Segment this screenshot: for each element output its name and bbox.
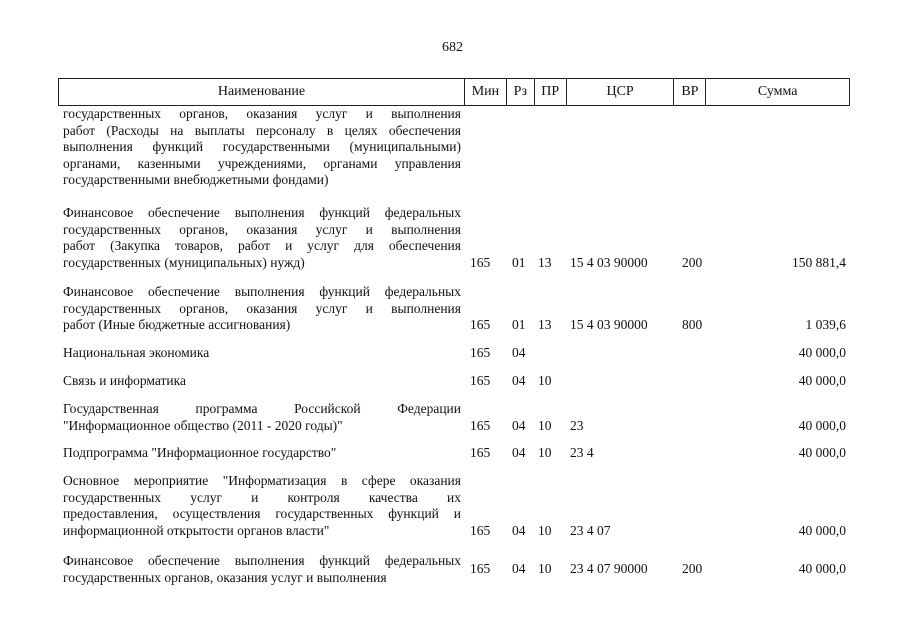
row-name-line: Подпрограмма "Информационное государство" [63,445,337,460]
cell-rz: 01 [512,317,526,332]
cell-sum: 150 881,4 [792,254,846,270]
cell-sum: 1 039,6 [805,317,846,332]
row-name-line: органами, казенными учреждениями, органами управления [63,155,461,171]
row-name-line: государственными внебюджетными фондами) [63,172,329,187]
header-pr: ПР [534,79,566,105]
cell-pr: 10 [538,417,552,433]
cell-rz: 04 [512,345,526,360]
row-name-line: Финансовое обеспечение выполнения функций федеральных [63,284,461,299]
row-name [63,106,461,189]
cell-pr: 13 [538,254,552,270]
cell-sum: 40 000,0 [798,417,846,433]
cell-rz: 04 [512,522,526,538]
cell-csr: 15 4 03 90000 [570,317,648,332]
table-header [58,78,850,106]
cell-pr: 10 [538,561,552,577]
cell-min: 165 [470,254,491,270]
header-name: Наименование [217,84,306,99]
cell-min: 165 [470,373,491,388]
row-name [63,553,461,586]
row-name-line: государственных услуг и контроля качества их [63,489,461,505]
row-name-line: Государственная программа Российской Федерации [63,401,461,416]
cell-vr: 800 [682,317,703,332]
row-name-line: предоставления, осуществления государственных функций и [63,506,461,521]
cell-min: 165 [470,417,491,433]
cell-min: 165 [470,522,491,538]
row-name-line: работ (Расходы на выплаты персоналу в целях обеспечения [63,122,461,138]
cell-min: 165 [470,345,491,360]
header-vr: ВР [673,79,705,105]
cell-sum: 40 000,0 [798,345,846,360]
cell-rz: 04 [512,561,526,577]
row-name-line: Основное мероприятие "Информатизация в сфере оказания [63,473,461,488]
cell-csr: 15 4 03 90000 [570,254,648,270]
row-name [63,205,461,271]
header-csr: ЦСР [566,79,674,105]
cell-rz: 04 [512,373,526,388]
row-name [63,284,461,334]
cell-vr: 200 [682,254,703,270]
cell-vr: 200 [682,561,703,577]
row-name-line: государственных (муниципальных) нужд) [63,254,305,270]
cell-sum: 40 000,0 [798,561,846,577]
header-sum: Сумма [705,79,849,105]
row-name-line: государственных органов, оказания услуг и выполнения [63,106,461,121]
cell-sum: 40 000,0 [798,522,846,538]
page-number: 682 [442,40,463,55]
row-name-line: выполнения функций государственными (муниципальными) [63,139,461,154]
cell-csr: 23 4 [570,445,594,460]
cell-pr: 10 [538,445,552,460]
row-name-line: Финансовое обеспечение выполнения функций федеральных [63,205,461,220]
row-name-line: государственных органов, оказания услуг и выполнения [63,221,461,237]
row-name-line: информационной открытости органов власти" [63,522,330,538]
row-name-line: работ (Иные бюджетные ассигнования) [63,317,291,332]
cell-sum: 40 000,0 [798,445,846,460]
cell-min: 165 [470,561,491,577]
header-rz: Рз [506,79,534,105]
cell-csr: 23 4 07 90000 [570,561,648,577]
cell-min: 165 [470,317,491,332]
row-name-line: "Информационное общество (2011 - 2020 годы)" [63,417,343,433]
cell-sum: 40 000,0 [798,373,846,388]
cell-rz: 04 [512,417,526,433]
row-name [63,445,461,462]
cell-csr: 23 [570,417,584,433]
row-name-line: Национальная экономика [63,345,210,360]
cell-min: 165 [470,445,491,460]
row-name [63,373,461,390]
cell-rz: 04 [512,445,526,460]
row-name [63,401,461,434]
cell-pr: 10 [538,373,552,388]
row-name-line: работ (Закупка товаров, работ и услуг для обеспечения [63,238,461,253]
row-name [63,473,461,539]
header-min: Мин [464,79,506,105]
row-name-line: Связь и информатика [63,373,186,388]
cell-pr: 10 [538,522,552,538]
row-name-line: государственных органов, оказания услуг и выполнения [63,300,461,316]
row-name-line: Финансовое обеспечение выполнения функций федеральных [63,553,461,568]
row-name-line: государственных органов, оказания услуг и выполнения [63,569,387,585]
cell-csr: 23 4 07 [570,522,611,538]
row-name [63,345,461,362]
cell-rz: 01 [512,254,526,270]
cell-pr: 13 [538,317,552,332]
